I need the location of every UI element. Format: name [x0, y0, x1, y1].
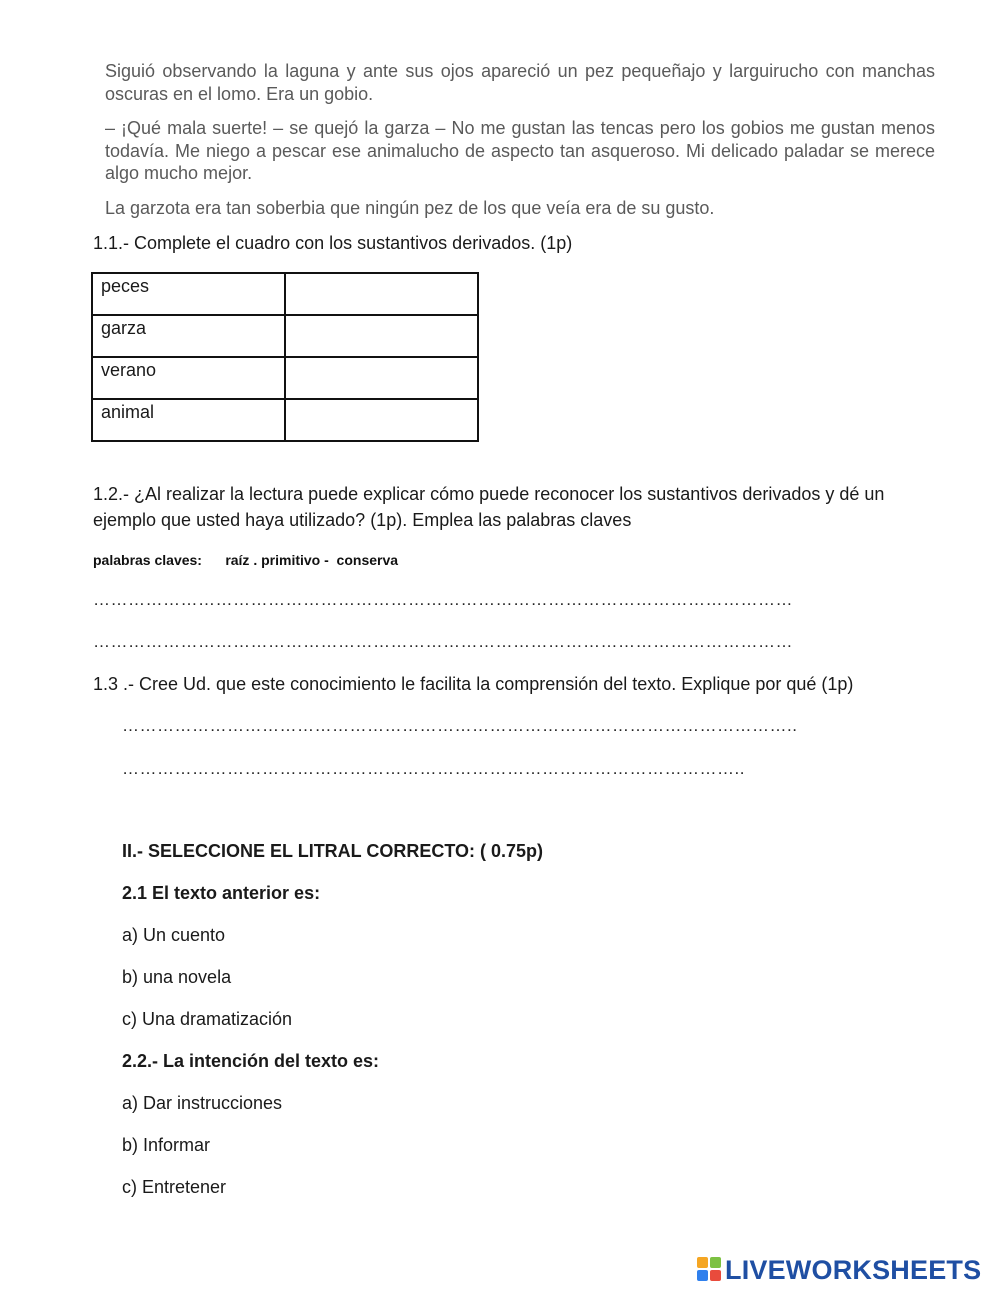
option-2-1-a[interactable]: a) Un cuento — [122, 925, 226, 945]
table-answer-cell[interactable] — [285, 315, 478, 357]
question-1-2-prompt: 1.2.- ¿Al realizar la lectura puede explicar cómo puede reconocer los sustantivos derivados y dé un ejemplo que usted haya utilizado? (1p). Emplea las palabras claves — [93, 484, 885, 530]
liveworksheets-wordmark: LIVEWORKSHEETS — [725, 1254, 982, 1285]
table-word-cell: peces — [92, 273, 285, 315]
passage-paragraph-3: La garzota era tan soberbia que ningún pez de los que veía era de su gusto. — [105, 198, 715, 218]
table-word-cell: verano — [92, 357, 285, 399]
table-answer-cell[interactable] — [285, 399, 478, 441]
passage-paragraph-2: – ¡Qué mala suerte! – se quejó la garza – No me gustan las tencas pero los gobios me gustan menos todavía. Me niego a pescar ese animalucho de aspecto tan asqueroso. Mi delicado paladar se merece algo mucho mejor. — [105, 118, 935, 183]
answer-line-1-3-b[interactable]: …………………………………………………………………………………………….. — [122, 759, 745, 778]
option-2-1-b[interactable]: b) una novela — [122, 967, 232, 987]
answer-line-1-3-a[interactable]: …………………………………………………………………………………………………….. — [122, 716, 798, 735]
table-row — [92, 357, 478, 399]
derived-nouns-table — [91, 272, 479, 442]
table-answer-cell[interactable] — [285, 273, 478, 315]
table-word-cell: animal — [92, 399, 285, 441]
keywords-label: palabras claves: — [93, 552, 202, 568]
liveworksheets-mark-icon — [697, 1257, 723, 1283]
question-1-3-prompt: 1.3 .- Cree Ud. que este conocimiento le facilita la comprensión del texto. Explique por qué (1p) — [93, 674, 854, 694]
option-2-1-c[interactable]: c) Una dramatización — [122, 1009, 293, 1029]
answer-line-1-2-a[interactable]: ………………………………………………………………………………………………………… — [93, 590, 793, 609]
table-word-cell: garza — [92, 315, 285, 357]
passage-paragraph-1: Siguió observando la laguna y ante sus ojos apareció un pez pequeñajo y larguirucho con manchas oscuras en el lomo. Era un gobio. — [105, 61, 935, 104]
option-2-2-c[interactable]: c) Entretener — [122, 1177, 227, 1197]
option-2-2-b[interactable]: b) Informar — [122, 1135, 211, 1155]
liveworksheets-logo — [697, 1255, 981, 1285]
keywords-list: raíz . primitivo - conserva — [225, 552, 399, 568]
question-2-1-prompt: 2.1 El texto anterior es: — [122, 883, 321, 903]
table-row — [92, 315, 478, 357]
table-row — [92, 273, 478, 315]
option-2-2-a[interactable]: a) Dar instrucciones — [122, 1093, 283, 1113]
table-answer-cell[interactable] — [285, 357, 478, 399]
keywords-line — [93, 552, 398, 568]
question-2-2-prompt: 2.2.- La intención del texto es: — [122, 1051, 380, 1071]
answer-line-1-2-b[interactable]: ………………………………………………………………………………………………………… — [93, 632, 793, 651]
section-2-heading: II.- SELECCIONE EL LITRAL CORRECTO: ( 0.75p) — [122, 841, 544, 861]
question-1-1-prompt: 1.1.- Complete el cuadro con los sustantivos derivados. (1p) — [93, 233, 573, 253]
table-row — [92, 399, 478, 441]
